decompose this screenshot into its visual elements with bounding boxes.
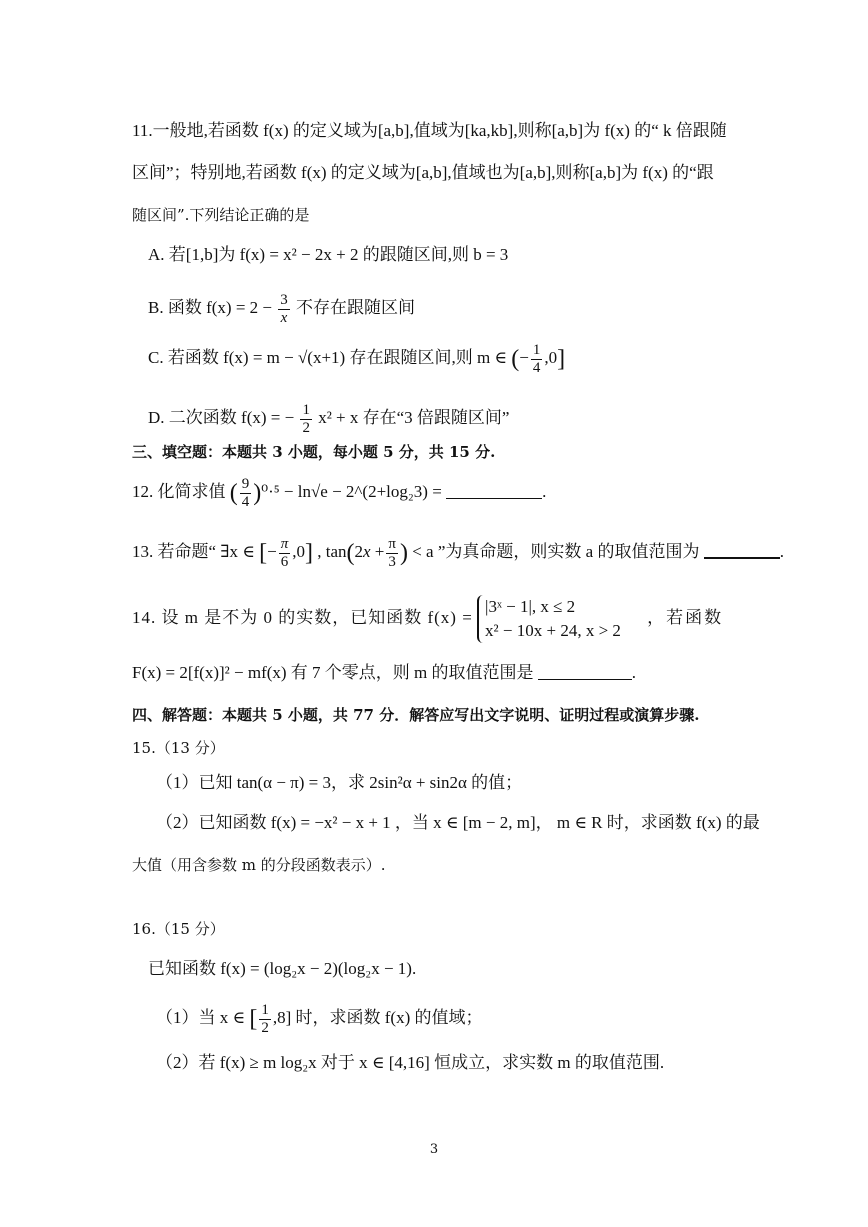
q15-heading: 15.（13 分） [132, 739, 225, 757]
frac-den: 2 [261, 1019, 269, 1036]
q14-post: ，若函数 [647, 608, 724, 627]
frac-num: π [280, 535, 289, 552]
q11-option-b-post: 不存在跟随区间 [296, 298, 415, 317]
q16-heading: 16.（15 分） [132, 920, 225, 938]
q12-fraction [240, 476, 252, 511]
q11-option-c-pre: C. 若函数 f(x) = m − √(x+1) 存在跟随区间,则 m ∈ [148, 348, 508, 367]
q16-statement: 已知函数 f(x) = (log₂x − 2)(log₂x − 1). [148, 959, 417, 978]
q16-part-1-pre: （1）当 x ∈ [156, 1008, 246, 1027]
frac-num: 9 [241, 475, 250, 492]
q14-answer-blank[interactable] [538, 679, 632, 680]
q12-answer-blank[interactable] [446, 498, 542, 499]
frac-den: 4 [241, 493, 250, 510]
page-number: 3 [429, 1142, 439, 1157]
frac-num: 3 [280, 291, 288, 308]
q13: 13. 若命题“ ∃x ∈ [− $\frac{\pi}{6}$ ,0] , tan(2x + $\frac{\pi}{3}$ ) < a ”为真命题，则实数 a 的取值范围为 . [132, 535, 784, 570]
frac-den: x [280, 309, 288, 326]
frac-den: 3 [388, 553, 396, 570]
q15-part-2-cont: 大值（用含参数 m 的分段函数表示）. [132, 856, 386, 874]
frac-num: 1 [302, 401, 310, 418]
q13-answer-blank[interactable] [704, 557, 780, 559]
q13-fraction-2 [386, 536, 398, 571]
q12: 12. 化简求值 ( $\frac{9}{4}$ )⁰·⁵ − ln√e − 2^(2+log₂3) = . [132, 475, 547, 510]
q14-pre: 14. 设 m 是不为 0 的实数，已知函数 f(x) = [132, 608, 473, 627]
q14-line2-text: F(x) = 2[f(x)]² − mf(x) 有 7 个零点，则 m 的取值范围是 [132, 663, 534, 682]
frac-den: 4 [532, 359, 541, 376]
q11-option-c: C. 若函数 f(x) = m − √(x+1) 存在跟随区间,则 m ∈ (− $\frac{1}{4}$ ,0] [148, 341, 566, 376]
section-4-heading: 四、解答题：本题共 5 小题，共 77 分．解答应写出文字说明、证明过程或演算步骤. [132, 706, 700, 724]
q14-line1 [132, 590, 723, 646]
q11-option-d-post: x² + x 存在“3 倍跟随区间” [318, 408, 510, 427]
q16-part-2: （2）若 f(x) ≥ m log₂x 对于 x ∈ [4,16] 恒成立，求实数 m 的取值范围. [156, 1053, 665, 1072]
q11-line3: 随区间”.下列结论正确的是 [132, 206, 310, 224]
section-3-heading: 三、填空题：本题共 3 小题，每小题 5 分，共 15 分. [132, 443, 496, 461]
frac-num: 1 [532, 341, 541, 358]
q14-case-1: |3ˣ − 1|, x ≤ 2 [485, 597, 576, 617]
q12-pre: 12. 化简求值 [132, 482, 226, 501]
q11-option-b-pre: B. 函数 f(x) = 2 − [148, 298, 272, 317]
q15-part-2: （2）已知函数 f(x) = −x² − x + 1 ，当 x ∈ [m − 2, m]， m ∈ R 时，求函数 f(x) 的最 [156, 813, 760, 832]
q12-post: ⁰·⁵ − ln√e − 2^(2+log₂3) = [261, 482, 442, 501]
q16-fraction [259, 1002, 271, 1037]
q15-part-1: （1）已知 tan(α − π) = 3，求 2sin²α + sin2α 的值； [156, 773, 523, 792]
frac-den: 6 [280, 553, 289, 570]
q13-pre: 13. 若命题“ ∃x ∈ [132, 542, 255, 561]
q13-post: < a ”为真命题，则实数 a 的取值范围为 [412, 542, 700, 561]
q13-fraction-1 [279, 536, 291, 571]
frac-num: π [388, 535, 396, 552]
q11-option-d-fraction [300, 402, 312, 437]
q14-piecewise [477, 595, 621, 643]
frac-num: 1 [261, 1001, 269, 1018]
q11-option-b-fraction [278, 292, 290, 327]
q16-part-1: （1）当 x ∈ [ $\frac{1}{2}$ ,8] 时，求函数 f(x) 的值域； [156, 1001, 483, 1036]
q11-line2: 区间”；特别地,若函数 f(x) 的定义域为[a,b],值域也为[a,b],则称[a,b]为 f(x) 的“跟 [132, 163, 714, 182]
frac-den: 2 [302, 419, 310, 436]
q11-line1: 11.一般地,若函数 f(x) 的定义域为[a,b],值域为[ka,kb],则称[a,b]为 f(x) 的“ k 倍跟随 [132, 121, 727, 140]
q16-part-1-post: ,8] 时，求函数 f(x) 的值域； [272, 1008, 483, 1027]
q13-mid: , tan [317, 542, 347, 561]
q11-option-d-pre: D. 二次函数 f(x) = − [148, 408, 295, 427]
q14-case-2: x² − 10x + 24, x > 2 [485, 621, 621, 641]
q11-option-b [148, 288, 415, 328]
q11-option-a: A. 若[1,b]为 f(x) = x² − 2x + 2 的跟随区间,则 b = 3 [148, 245, 509, 264]
q11-option-d [148, 398, 509, 438]
q14-line2: F(x) = 2[f(x)]² − mf(x) 有 7 个零点，则 m 的取值范围是 . [132, 663, 637, 682]
q11-option-c-fraction [531, 342, 543, 377]
